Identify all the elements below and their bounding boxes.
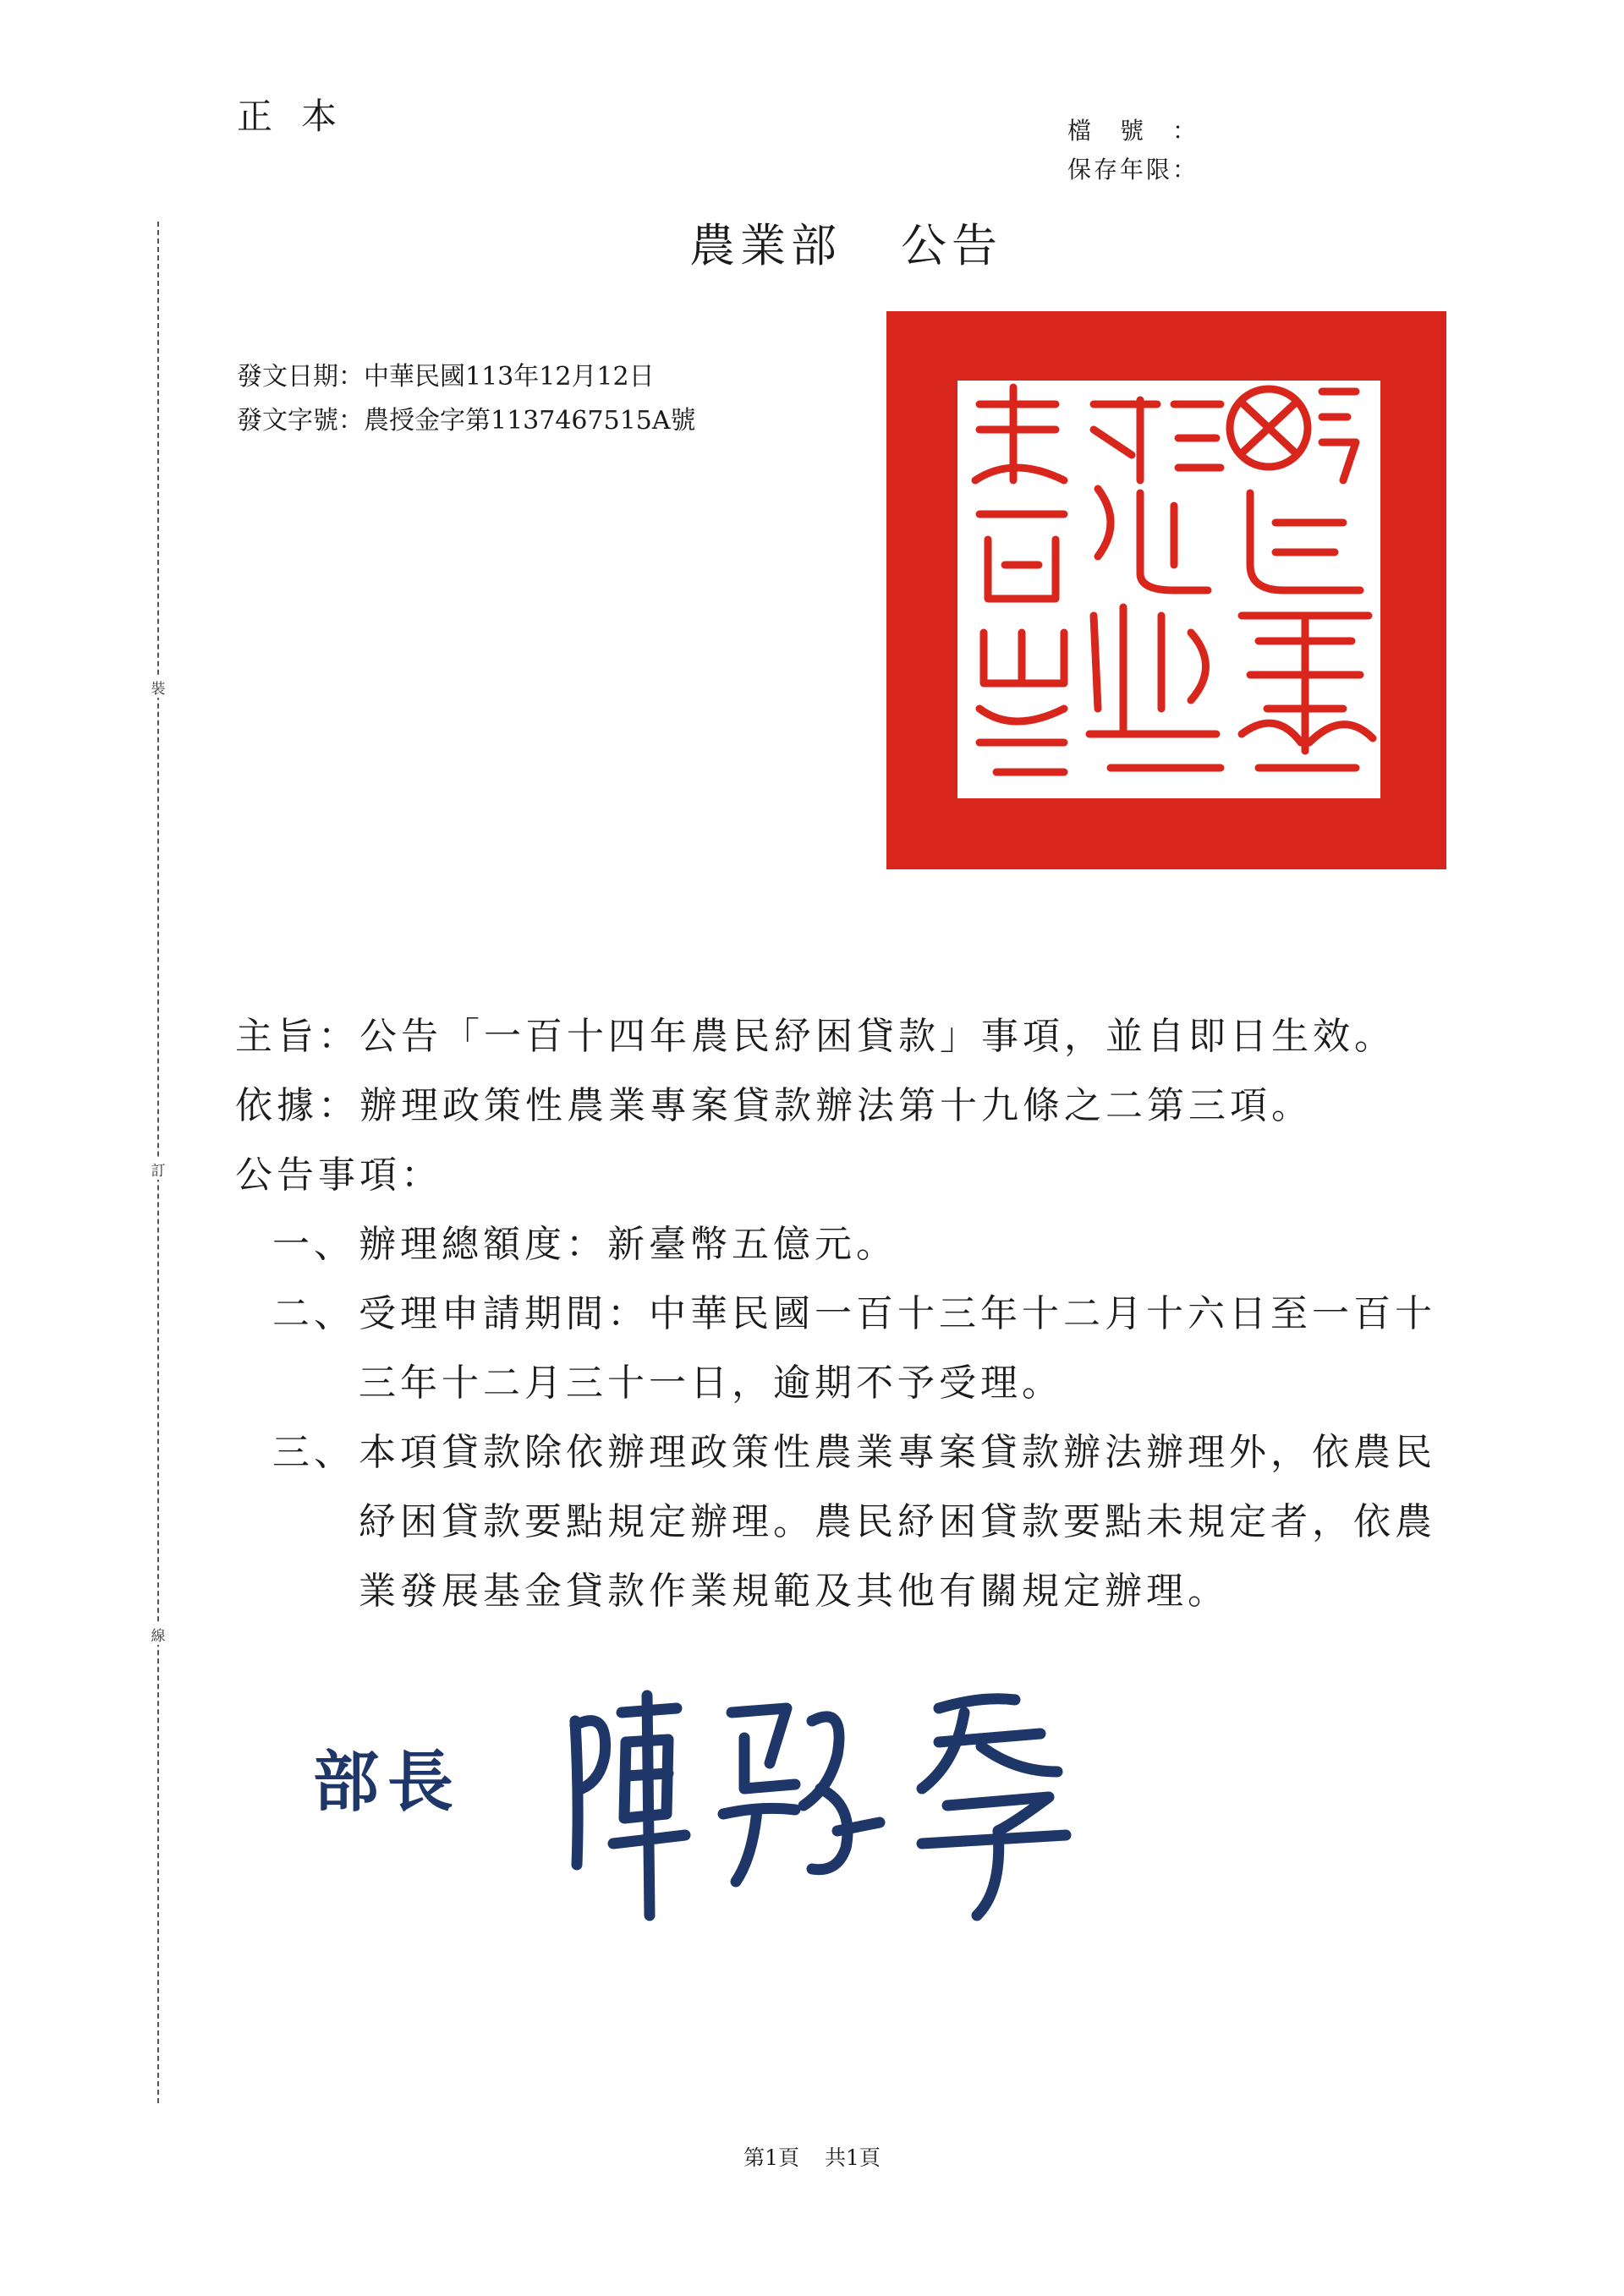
item-text-line: 辦理總額度：新臺幣五億元。	[359, 1223, 897, 1266]
agency-name: 農業部	[689, 219, 842, 272]
item-number: 三、	[272, 1431, 355, 1474]
item-text-line: 業發展基金貸款作業規範及其他有關規定辦理。	[359, 1570, 1229, 1613]
official-seal	[886, 311, 1446, 869]
item-number: 二、	[272, 1292, 355, 1335]
item-number: 一、	[272, 1223, 355, 1266]
page-footer	[0, 2141, 1624, 2172]
retention-period-label: 保存年限：	[1067, 156, 1199, 184]
items-heading: 公告事項：	[235, 1153, 442, 1197]
binding-mark-zhuang: 裝	[146, 677, 170, 698]
item-text-line: 三年十二月三十一日，逾期不予受理。	[359, 1362, 1063, 1405]
file-meta	[1067, 112, 1225, 189]
issue-info	[237, 355, 696, 443]
announcement-item-1	[235, 1210, 1470, 1280]
announcement-item-3	[235, 1418, 1470, 1626]
document-body	[235, 1002, 1470, 1626]
document-type: 公告	[901, 219, 1002, 272]
minister-title: 部長	[313, 1744, 463, 1821]
item-text-line: 本項貸款除依辦理政策性農業專案貸款辦法辦理外，依農民	[359, 1431, 1436, 1474]
issue-date: 發文日期：中華民國113年12月12日	[237, 362, 655, 392]
binding-mark-ding: 訂	[146, 1159, 170, 1180]
binding-mark-xian: 線	[146, 1624, 170, 1645]
item-text-line: 紓困貸款要點規定辦理。農民紓困貸款要點未規定者，依農	[359, 1500, 1436, 1543]
document-title	[0, 210, 1624, 275]
item-text-line: 受理申請期間：中華民國一百十三年十二月十六日至一百十	[359, 1292, 1436, 1335]
basis-line: 依據：辦理政策性農業專案貸款辦法第十九條之二第三項。	[235, 1084, 1313, 1127]
subject-line: 主旨：公告「一百十四年農民紓困貸款」事項，並自即日生效。	[235, 1015, 1396, 1058]
page-number: 第1頁	[743, 2145, 799, 2170]
original-copy-label: 正本	[237, 96, 366, 137]
issue-number: 發文字號：農授金字第1137467515A號	[237, 406, 696, 436]
file-number-label: 檔號：	[1067, 117, 1226, 145]
page-total: 共1頁	[825, 2145, 881, 2170]
announcement-item-2	[235, 1280, 1470, 1418]
minister-signature	[541, 1662, 1083, 1941]
